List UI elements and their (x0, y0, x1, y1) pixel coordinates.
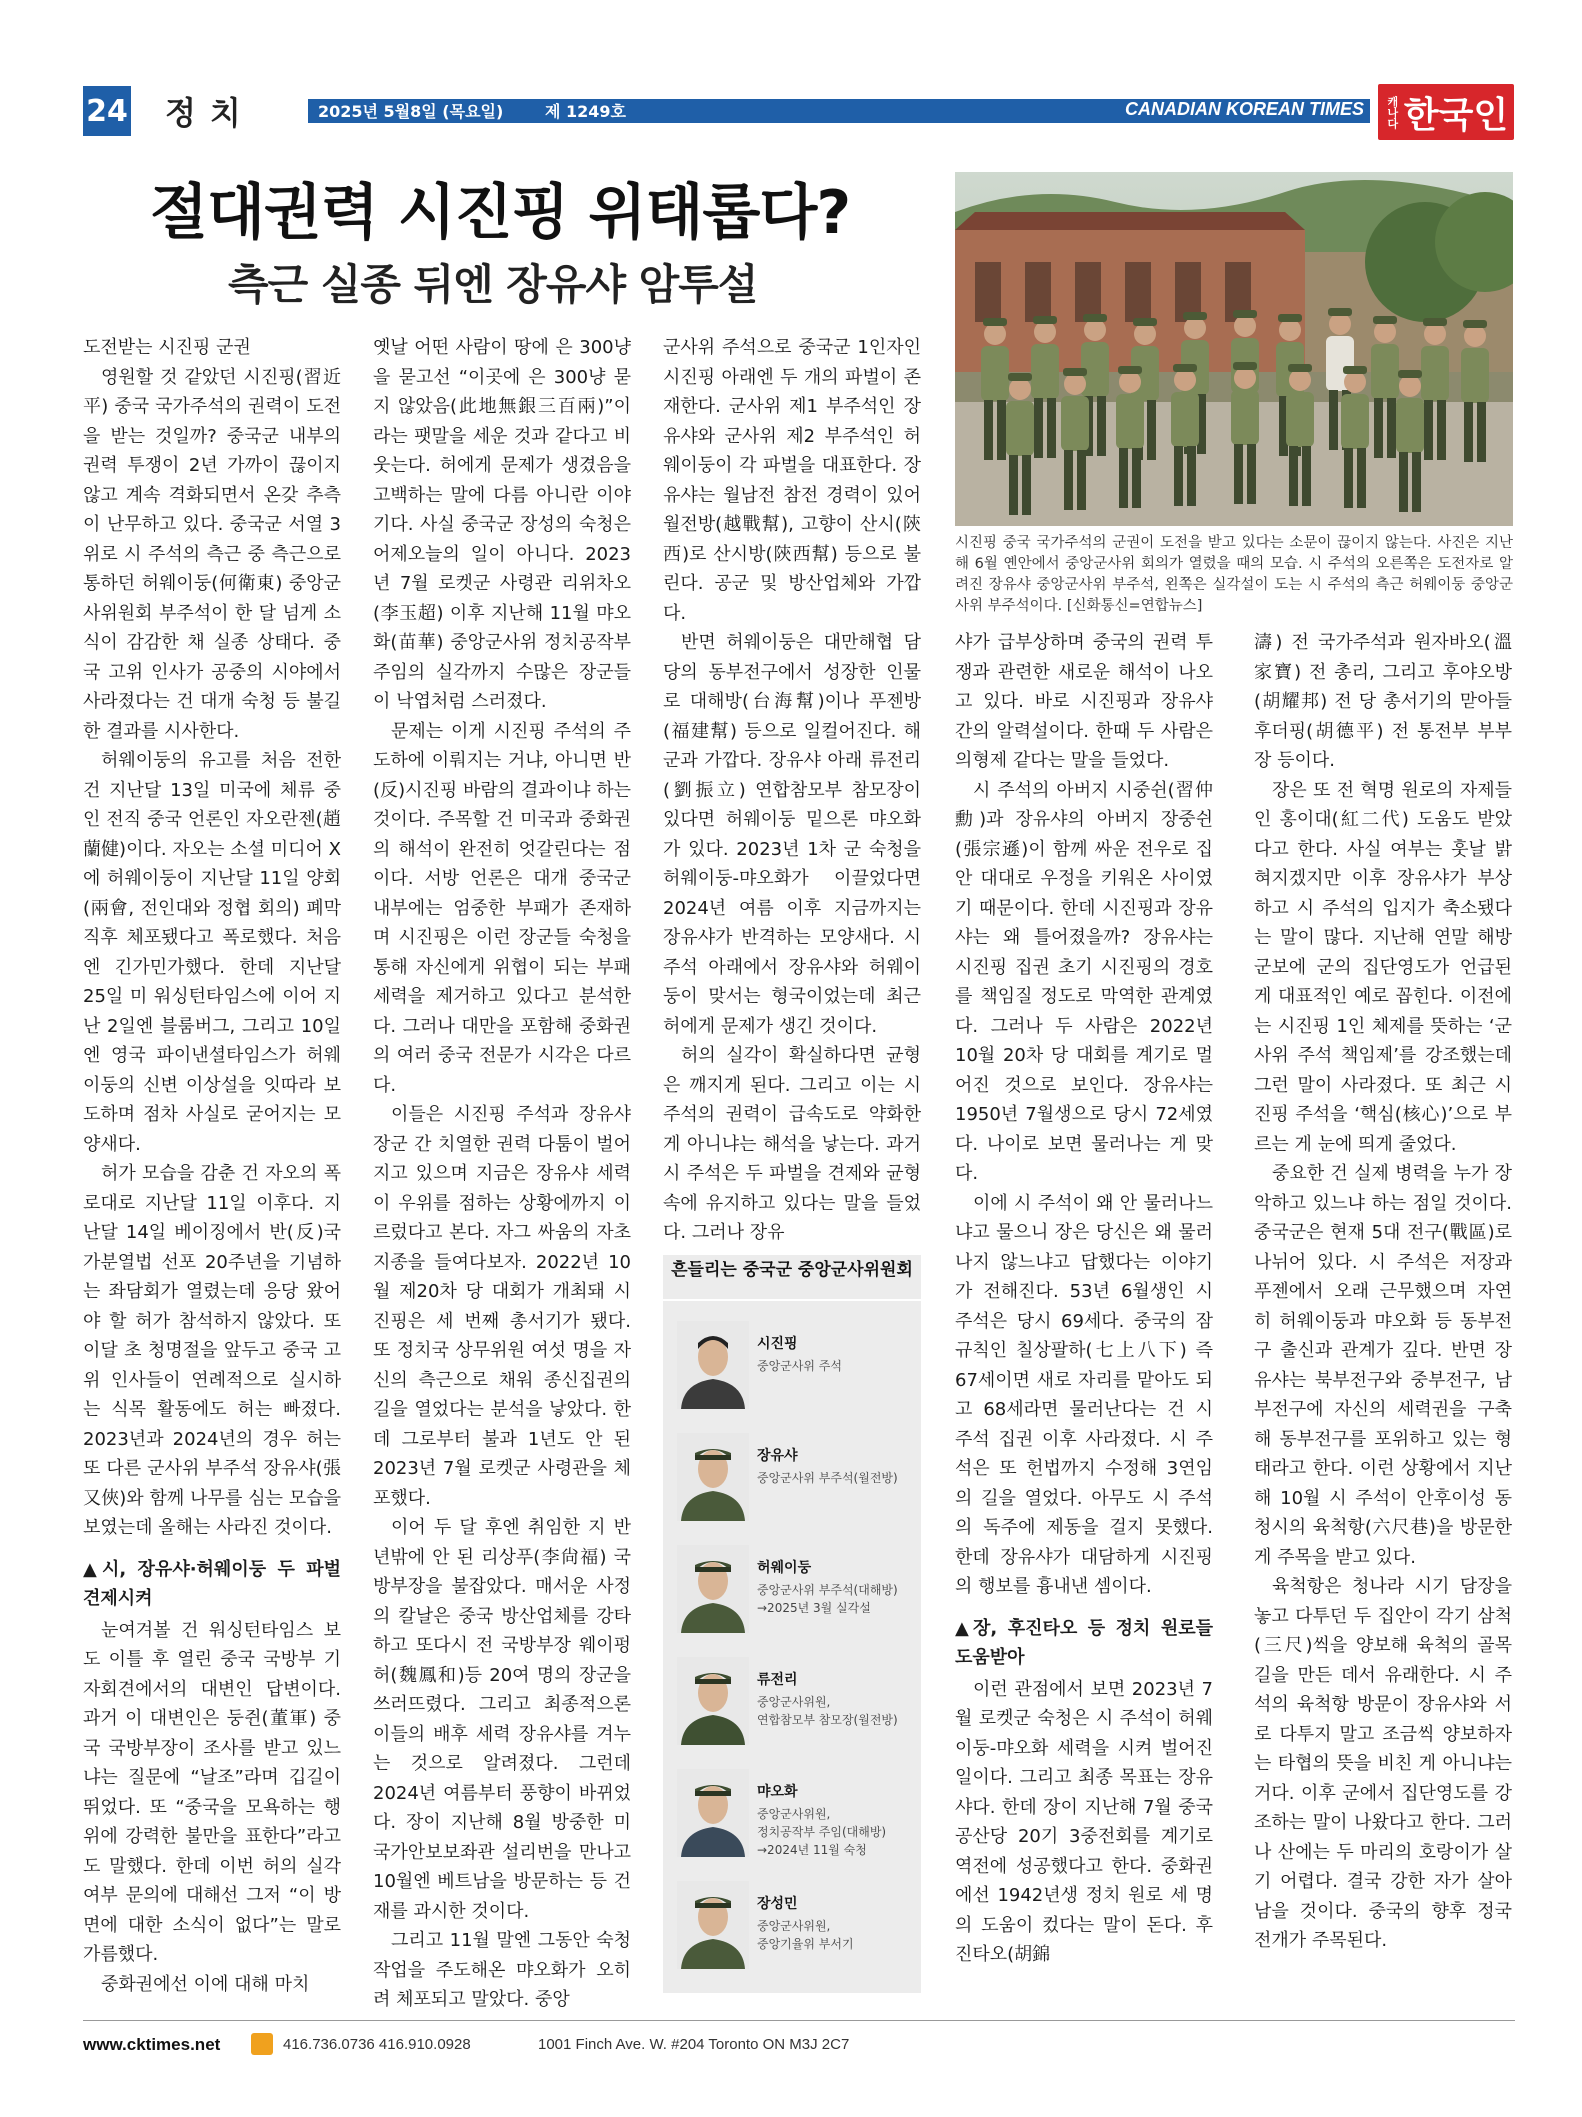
article-paragraph: 군사위 주석으로 중국군 1인자인 시진핑 아래엔 두 개의 파벌이 존재한다. 군사위 제1 부주석인 장유샤와 군사위 제2 부주석인 허웨이둥이 각 파벌을 대표한다. 장유샤는 월남전 참전 경력이 있어 월전방(越戰幫), 고향이 산시(陝西)로 산시방(陝西幫) 등으로 불린다. 공군 및 방산업체와 가깝다. (663, 337, 921, 624)
portrait-photo (677, 1321, 749, 1409)
person-name: 류전리 (757, 1672, 798, 1688)
article-paragraph: 허가 모습을 감춘 건 자오의 폭로대로 지난달 11일 이후다. 지난달 14일 베이징에서 반(反)국가분열법 선포 20주년을 기념하는 좌담회가 열렸는데 응당 왔어야 할 허가 참석하지 않았다. 또 이달 초 청명절을 앞두고 중국 고위 인사들이 연례적으로 실시하는 식목 활동에도 허는 빠졌다. 2023년과 2024년의 경우 허는 또 다른 군사위 부주석 장유샤(張又俠)와 함께 나무를 심는 모습을 보였는데 올해는 사라진 것이다. (83, 1163, 341, 1538)
article-paragraph: 허웨이둥의 유고를 처음 전한 건 지난달 13일 미국에 체류 중인 전직 중국 언론인 자오란젠(趙蘭健)이다. 자오는 소셜 미디어 X에 허웨이둥이 지난달 11일 양회(兩會, 전인대와 정협 회의) 폐막 직후 체포됐다고 폭로했다. 처음엔 긴가민가했다. 한데 지난달 25일 미 워싱턴타임스에 이어 지난 2일엔 블룸버그, 그리고 10일엔 영국 파이낸셜타임스가 허웨이둥의 신변 이상설을 잇따라 보도하며 점차 사실로 굳어지는 모양새다. (83, 750, 341, 1155)
portrait-photo (677, 1545, 749, 1633)
article-column-4 (955, 628, 1213, 1970)
website-link[interactable]: www.cktimes.net (83, 2035, 221, 2054)
phone-icon (251, 2033, 273, 2055)
article-paragraph: 그리고 11월 말엔 그동안 숙청 작업을 주도해온 먀오화가 오히려 체포되고 말았다. 중앙 (373, 1930, 631, 2010)
subheadline: 측근 실종 뒤엔 장유샤 암투설 (228, 260, 758, 309)
portrait-photo (677, 1769, 749, 1857)
address: 1001 Finch Ave. W. #204 Toronto ON M3J 2C7 (538, 2036, 850, 2053)
article-paragraph: 중화권에선 이에 대해 마치 (101, 1973, 310, 1995)
sidebar-person (677, 1311, 917, 1421)
portrait-photo (677, 1433, 749, 1521)
article-paragraph: 중요한 건 실제 병력을 누가 장악하고 있느냐 하는 점일 것이다. 중국군은 현재 5대 전구(戰區)로 나뉘어 있다. 시 주석은 저장과 푸젠에서 오래 근무했으며 자연히 허웨이둥과 먀오화 등 동부전구 출신과 관계가 깊다. 반면 장유샤는 북부전구와 중부전구, 남부전구에 자신의 세력권을 구축해 동부전구를 포위하고 있는 형태라고 한다. 이런 상황에서 지난해 10월 시 주석이 안후이성 동청시의 육척항(六尺巷)을 방문한 게 주목을 받고 있다. (1254, 1163, 1512, 1568)
sidebar-person (677, 1871, 917, 1981)
article-paragraph: 濤) 전 국가주석과 원자바오(溫家寶) 전 총리, 그리고 후야오방(胡耀邦) 전 당 총서기의 맏아들 후더핑(胡德平) 전 통전부 부부장 등이다. (1254, 632, 1512, 771)
photo-caption: 시진핑 중국 국가주석의 군권이 도전을 받고 있다는 소문이 끊이지 않는다. 사진은 지난해 6월 옌안에서 중앙군사위 회의가 열렸을 때의 모습. 시 주석의 오른쪽은 도전자로 알려진 장유샤 중앙군사위 부주석, 왼쪽은 실각설이 도는 시 주석의 측근 허웨이둥 중앙군사위 부주석이다. [신화통신=연합뉴스] (955, 535, 1513, 614)
article-paragraph: 옛날 어떤 사람이 땅에 은 300냥을 묻고선 “이곳에 은 300냥 묻지 않았음(此地無銀三百兩)”이라는 팻말을 세운 것과 같다고 비웃는다. 허에게 문제가 생겼음을 고백하는 말에 다름 아니란 이야기다. 사실 중국군 장성의 숙청은 어제오늘의 일이 아니다. 2023년 7월 로켓군 사령관 리위차오(李玉超) 이후 지난해 11월 먀오화(苗華) 중앙군사위 정치공작부 주임의 실각까지 수많은 장군들이 낙엽처럼 스러졌다. (373, 337, 631, 712)
phone-numbers: 416.736.0736 416.910.0928 (283, 2036, 471, 2053)
article-column-5 (1254, 628, 1512, 1956)
article-subheading: ▲시, 장유샤·허웨이둥 두 파벌 견제시켜 (83, 1558, 341, 1609)
person-name: 장유샤 (757, 1448, 798, 1464)
news-photo (955, 172, 1513, 526)
page-number: 24 (83, 86, 131, 136)
article-paragraph: 육척항은 청나라 시기 담장을 놓고 다투던 두 집안이 각기 삼척(三尺)씩을 양보해 육척의 골목길을 만든 데서 유래한다. 시 주석의 육척항 방문이 장유샤와 서로 다투지 말고 조금씩 양보하자는 타협의 뜻을 비친 게 아니냐는 거다. 이후 군에서 집단영도를 강조하는 말이 나왔다고 한다. 그러나 산에는 두 마리의 호랑이가 살기 어렵다. 결국 강한 자가 살아남을 것이다. 중국의 향후 정국 전개가 주목된다. (1254, 1576, 1512, 1951)
article-paragraph: 이에 시 주석이 왜 안 물러나느냐고 물으니 장은 당신은 왜 물러나지 않느냐고 답했다는 이야기가 전해진다. 53년 6월생인 시 주석은 당시 69세다. 중국의 잠규칙인 칠상팔하(七上八下) 즉 67세이면 새로 자리를 맡아도 되고 68세라면 물러난다는 건 시 주석 집권 이후 사라졌다. 시 주석은 또 헌법까지 수정해 3연임의 길을 열었다. 아무도 시 주석의 독주에 제동을 걸지 못했다. 한데 장유샤가 대담하게 시진핑의 행보를 흉내낸 셈이다. (955, 1192, 1213, 1597)
paper-name-english: CANADIAN KOREAN TIMES (1125, 99, 1365, 119)
article-paragraph: 이런 관점에서 보면 2023년 7월 로켓군 숙청은 시 주석이 허웨이둥-먀오화 세력을 시켜 벌어진 일이다. 그리고 최종 목표는 장유샤다. 한데 장이 지난해 7월 중국 공산당 20기 3중전회를 계기로 역전에 성공했다고 한다. 중화권에선 1942년생 정치 원로 세 명의 도움이 컸다는 말이 돈다. 후진타오(胡錦 (955, 1678, 1213, 1965)
portrait-photo (677, 1881, 749, 1969)
sidebar-person (677, 1535, 917, 1645)
logo-small-text: 캐나다 (1385, 95, 1399, 129)
issue-number: 제 1249호 (545, 102, 627, 121)
article-paragraph: 반면 허웨이둥은 대만해협 담당의 동부전구에서 성장한 인물로 대해방(台海幫)이나 푸젠방(福建幫) 등으로 일컬어진다. 해군과 가깝다. 장유샤 아래 류전리(劉振立) 연합참모부 참모장이 있다면 허웨이둥 밑으론 먀오화가 있다. 2023년 1차 군 숙청을 허웨이둥-먀오화가 이끌었다면 2024년 여름 이후 지금까지는 장유샤가 반격하는 모양새다. 시 주석 아래에서 장유샤와 허웨이둥이 맞서는 형국이었는데 최근 허에게 문제가 생긴 것이다. (663, 632, 921, 1037)
article-paragraph: 영원할 것 같았던 시진핑(習近平) 중국 국가주석의 권력이 도전을 받는 것일까? 중국군 내부의 권력 투쟁이 2년 가까이 끊이지 않고 계속 격화되면서 온갖 추측이 난무하고 있다. 중국군 서열 3위로 시 주석의 측근 중 측근으로 통하던 허웨이둥(何衛東) 중앙군사위원회 부주석이 한 달 넘게 소식이 감감한 채 실종 상태다. 중국 고위 인사가 공중의 시야에서 사라졌다는 건 대개 숙청 등 불길한 결과를 시사한다. (83, 366, 341, 742)
article-paragraph: 샤가 급부상하며 중국의 권력 투쟁과 관련한 새로운 해석이 나오고 있다. 바로 시진핑과 장유샤 간의 알력설이다. 한때 두 사람은 의형제 같다는 말을 들었다. (955, 632, 1213, 771)
person-role: 중앙군사위 주석 (757, 1359, 842, 1373)
article-paragraph: 장은 또 전 혁명 원로의 자제들인 홍이대(紅二代) 도움도 받았다고 한다. 사실 여부는 훗날 밝혀지겠지만 이후 장유샤가 부상하고 시 주석의 입지가 축소됐다는 말이 많다. 지난해 연말 해방군보에 군의 집단영도가 언급된 게 대표적인 예로 꼽힌다. 이전에는 시진핑 1인 체제를 뜻하는 ‘군사위 주석 책임제’를 강조했는데 그런 말이 사라졌다. 또 최근 시진핑 주석을 ‘핵심(核心)’으로 부르는 게 눈에 띄게 줄었다. (1254, 779, 1512, 1155)
person-role: 중앙군사위 부주석(월전방) (757, 1471, 898, 1485)
person-name: 먀오화 (757, 1784, 798, 1800)
person-name: 장성민 (757, 1896, 798, 1912)
portrait-photo (677, 1657, 749, 1745)
sidebar-person (677, 1423, 917, 1533)
section-title: 정치 (165, 94, 255, 132)
article-paragraph: 눈여겨볼 건 워싱턴타임스 보도 이틀 후 열린 중국 국방부 기자회견에서의 대변인 답변이다. 과거 이 대변인은 둥쥔(董軍) 중국 국방부장이 조사를 받고 있느냐는 질문에 “날조”라며 깁길이 뛰었다. 또 “중국을 모욕하는 행위에 강력한 불만을 표한다”라고도 말했다. 한데 이번 허의 실각 여부 문의에 대해선 그저 “이 방면에 대한 소식이 없다”는 말로 가름했다. (83, 1619, 341, 1965)
article-subheading: ▲장, 후진타오 등 정치 원로들 도움받아 (955, 1617, 1213, 1668)
article-paragraph: 이어 두 달 후엔 취임한 지 반년밖에 안 된 리상푸(李尙福) 국방부장을 불잡았다. 매서운 사정의 칼날은 중국 방산업체를 강타하고 또다시 전 국방부장 웨이펑허(魏鳳和)등 20여 명의 장군을 쓰러뜨렸다. 그리고 최종적으론 이들의 배후 세력 장유샤를 겨누는 것으로 알려졌다. 그런데 2024년 여름부터 풍향이 바뀌었다. 장이 지난해 8월 방중한 미 국가안보보좌관 설리번을 만나고 10월엔 베트남을 방문하는 등 건재를 과시한 것이다. (373, 1517, 631, 1922)
footer (83, 2030, 1515, 2060)
issue-date: 2025년 5월8일 (목요일) (318, 102, 504, 121)
article-paragraph: 도전받는 시진핑 군권 (83, 337, 251, 358)
article-column-1 (83, 333, 341, 1999)
article-column-2 (373, 333, 631, 2015)
person-name: 시진핑 (757, 1336, 798, 1352)
article-column-3 (663, 333, 921, 1248)
sidebar-person (677, 1759, 917, 1869)
headline: 절대권력 시진핑 위태롭다? (150, 178, 851, 248)
person-role: 중앙군사위원, 정치공작부 주임(대해방) →2024년 11월 숙청 (757, 1807, 887, 1857)
newspaper-logo (1378, 84, 1514, 140)
person-role: 중앙군사위 부주석(대해방) →2025년 3월 실각설 (757, 1583, 898, 1615)
footer-rule (83, 2020, 1515, 2021)
article-paragraph: 시 주석의 아버지 시중쉰(習仲勳)과 장유샤의 아버지 장중쉰(張宗遜)이 함께 싸운 전우로 집안 대대로 우정을 키워온 사이였기 때문이다. 한데 시진핑과 장유샤는 왜 틀어졌을까? 장유샤는 시진핑 집권 초기 시진핑의 경호를 책임질 정도로 막역한 관계였다. 그러나 두 사람은 2022년 10월 20차 당 대회를 계기로 멀어진 것으로 보인다. 장유샤는 1950년 7월생으로 당시 72세였다. 나이로 보면 물러나는 게 맞다. (955, 779, 1213, 1184)
article-paragraph: 이들은 시진핑 주석과 장유샤 장군 간 치열한 권력 다툼이 벌어지고 있으며 지금은 장유샤 세력이 우위를 점하는 상황에까지 이르렀다고 본다. 자그 싸움의 자초지종을 들여다보자. 2022년 10월 제20차 당 대회가 개최돼 시진핑은 세 번째 총서기가 됐다. 또 정치국 상무위원 여섯 명을 자신의 측근으로 채워 종신집권의 길을 열었다는 분석을 낳았다. 한데 그로부터 불과 1년도 안 된 2023년 7월 로켓군 사령관을 체포했다. (373, 1104, 631, 1509)
person-role: 중앙군사위원, 중앙기율위 부서기 (757, 1919, 854, 1951)
article-paragraph: 문제는 이게 시진핑 주석의 주도하에 이뤄지는 거냐, 아니면 반(反)시진핑 바람의 결과이냐 하는 것이다. 주목할 건 미국과 중화권의 해석이 완전히 엇갈린다는 점이다. 서방 언론은 대개 중국군 내부에는 엄중한 부패가 존재하며 시진핑은 이런 장군들 숙청을 통해 자신에게 위협이 되는 부패 세력을 제거하고 있다고 분석한다. 그러나 대만을 포함해 중화권의 여러 중국 전문가 시각은 다르다. (373, 720, 631, 1096)
article-paragraph: 허의 실각이 확실하다면 균형은 깨지게 된다. 그리고 이는 시 주석의 권력이 급속도로 약화한 게 아니냐는 해석을 낳는다. 과거 시 주석은 두 파벌을 견제와 균형 속에 유지하고 있다는 말을 들었다. 그러나 장유 (663, 1045, 921, 1243)
person-role: 중앙군사위원, 연합참모부 참모장(월전방) (757, 1695, 898, 1727)
logo-text: 한국인 (1403, 94, 1509, 136)
person-name: 허웨이둥 (757, 1560, 812, 1576)
sidebar-box (663, 1255, 921, 1993)
sidebar-title: 흔들리는 중국군 중앙군사위원회 (663, 1255, 921, 1301)
sidebar-person (677, 1647, 917, 1757)
